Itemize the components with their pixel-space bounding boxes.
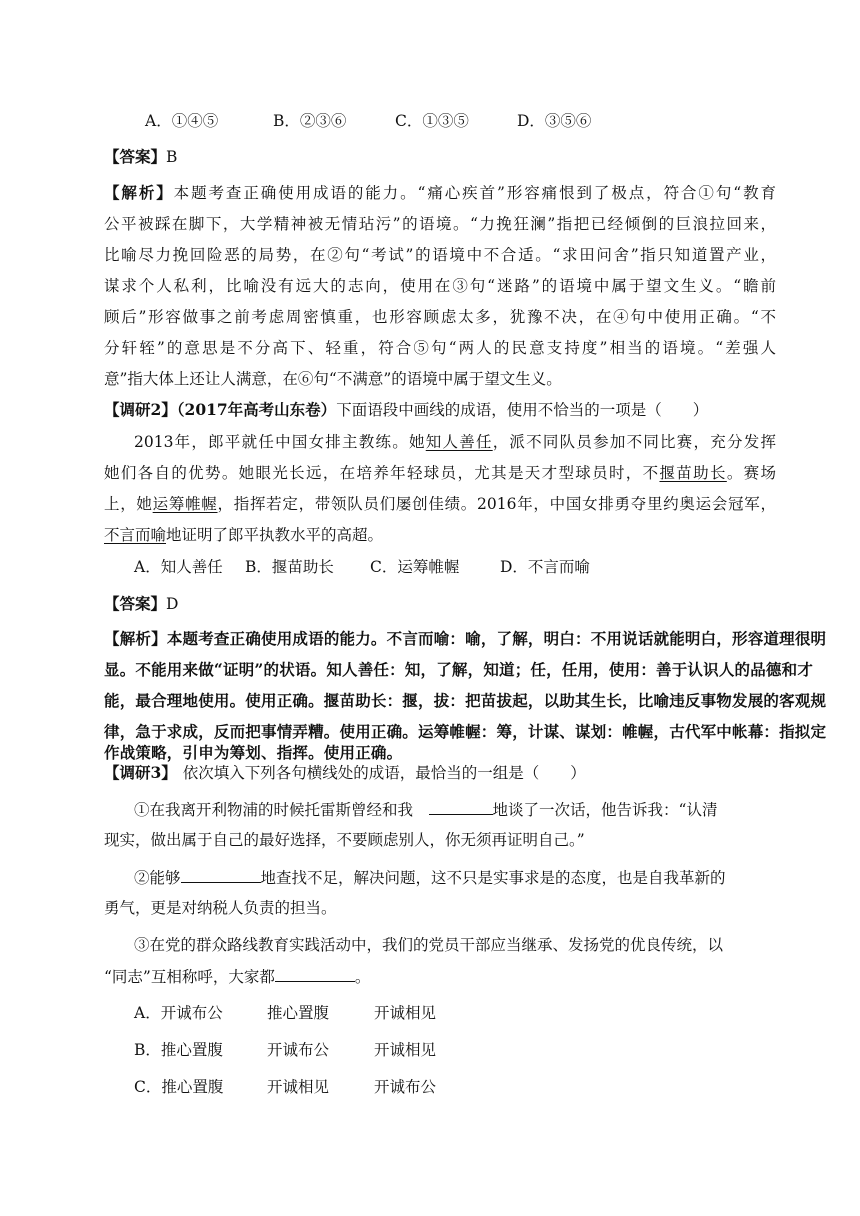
q3-option-c-1: C．推心置腹 <box>134 1078 224 1096</box>
q1-analysis-line: 【解析】本题考查正确使用成语的能力。“痛心疾首”形容痛恨到了极点，符合①句“教育 <box>104 183 776 202</box>
q3-option-a-3: 开诚相见 <box>374 1004 437 1022</box>
q3-sentence-3: ③在党的群众路线教育实践活动中，我们的党员干部应当继承、发扬党的优良传统，以 <box>134 936 724 954</box>
q2-answer <box>104 593 178 615</box>
q3-sentence-3-cont: “同志”互相称呼，大家都 。 <box>104 965 370 988</box>
answer-tag: 【答案】 <box>104 147 167 166</box>
analysis-tag: 【解析】 <box>104 629 167 648</box>
q2-tag: 【调研2】 <box>104 400 177 419</box>
fill-blank <box>429 798 493 815</box>
q3-option-a-2: 推心置腹 <box>267 1004 330 1022</box>
underlined-idiom: 揠苗助长 <box>659 464 727 482</box>
q3-sentence-1: ①在我离开利物浦的时候托雷斯曾经和我 地谈了一次话，他告诉我：“认清 <box>134 798 717 821</box>
analysis-tag: 【解析】 <box>104 183 174 202</box>
q2-option-d: D．不言而喻 <box>500 558 590 576</box>
q3-option-b-3: 开诚相见 <box>374 1041 437 1059</box>
q1-analysis-line: 公平被踩在脚下，大学精神被无情玷污”的语境。“力挽狂澜”指把已经倾倒的巨浪拉回来， <box>104 215 776 233</box>
q1-analysis-line: 顾后”形容做事之前考虑周密慎重，也形容顾虑太多，犹豫不决，在④句中使用正确。“不 <box>104 308 776 326</box>
q1-option-d: D．③⑤⑥ <box>517 112 592 130</box>
answer-value: D <box>166 595 179 613</box>
q3-option-b-2: 开诚布公 <box>267 1041 330 1059</box>
q2-option-a: A．知人善任 <box>134 558 223 576</box>
answer-tag: 【答案】 <box>104 594 167 613</box>
q2-option-c: C．运筹帷幄 <box>370 558 460 576</box>
q1-analysis-line: 分轩轾”的意思是不分高下、轻重，符合⑤句“两人的民意支持度”相当的语境。“差强人 <box>104 339 776 357</box>
q2-option-b: B．揠苗助长 <box>245 558 334 576</box>
q1-option-a: A．①④⑤ <box>145 112 219 130</box>
underlined-idiom: 运筹帷幄 <box>152 495 218 513</box>
q2-passage-line: 她们各自的优势。她眼光长远，在培养年轻球员，尤其是天才型球员时，不揠苗助长。赛场 <box>104 464 776 482</box>
q3-option-b-1: B．推心置腹 <box>134 1041 223 1059</box>
q1-analysis-line: 比喻尽力挽回险恶的局势，在②句“考试”的语境中不合适。“求田问舍”指只知道置产业， <box>104 246 776 264</box>
q2-analysis-line: 律，急于求成，反而把事情弄糟。使用正确。运筹帷幄：筹，计谋、谋划：帷幄，古代军中帐幕：指拟定 <box>104 722 827 741</box>
answer-value: B <box>166 148 178 166</box>
q1-analysis-line: 谋求个人私利，比喻没有远大的志向，使用在③句“迷路”的语境中属于望文生义。“瞻前 <box>104 277 776 295</box>
q3-sentence-2: ②能够 地查找不足，解决问题，这不只是实事求是的态度，也是自我革新的 <box>134 866 726 889</box>
q2-passage-line: 2013年，郎平就任中国女排主教练。她知人善任，派不同队员参加不同比赛，充分发挥 <box>134 433 776 451</box>
q2-analysis-line: 能，最合理地使用。使用正确。揠苗助长：揠，拔：把苗拔起，以助其生长，比喻违反事物发展的客观规 <box>104 691 827 710</box>
q2-passage-line: 不言而喻地证明了郎平执教水平的高超。 <box>104 526 384 544</box>
underlined-idiom: 不言而喻 <box>104 526 167 544</box>
q1-option-b: B．②③⑥ <box>273 112 347 130</box>
q1-analysis-line: 意”指大体上还让人满意，在⑥句“不满意”的语境中属于望文生义。 <box>104 370 562 388</box>
q2-analysis-line: 显。不能用来做“证明”的状语。知人善任：知，了解，知道；任，任用，使用：善于认识人的品德和才 <box>104 660 814 679</box>
q2-analysis-line: 【解析】本题考查正确使用成语的能力。不言而喻：喻，了解，明白：不用说话就能明白，形容道理很明 <box>104 629 827 648</box>
q2-analysis-line: 作战策略，引申为筹划、指挥。使用正确。 <box>104 743 403 762</box>
q2-header <box>104 399 708 421</box>
q2-source: （2017年高考山东卷） <box>176 400 337 419</box>
q3-sentence-2-cont: 勇气，更是对纳税人负责的担当。 <box>104 899 337 917</box>
underlined-idiom: 知人善任 <box>425 433 493 451</box>
fill-blank <box>275 965 355 982</box>
q3-sentence-1-cont: 现实，做出属于自己的最好选择，不要顾虑别人，你无须再证明自己。” <box>104 831 585 849</box>
q1-option-c: C．①③⑤ <box>395 112 469 130</box>
q2-question: 下面语段中画线的成语，使用不恰当的一项是（ ） <box>336 401 709 419</box>
q3-option-c-3: 开诚布公 <box>374 1078 437 1096</box>
q3-option-a-1: A．开诚布公 <box>134 1004 223 1022</box>
q3-option-c-2: 开诚相见 <box>267 1078 330 1096</box>
fill-blank <box>181 866 261 883</box>
q3-tag: 【调研3】 <box>104 763 177 782</box>
q1-answer <box>104 146 177 168</box>
q2-passage-line: 上，她运筹帷幄，指挥若定，带领队员们屡创佳绩。2016年，中国女排勇夺里约奥运会冠军， <box>104 495 776 513</box>
q3-header <box>104 762 586 784</box>
q3-question: 依次填入下列各句横线处的成语，最恰当的一组是（ ） <box>182 764 586 782</box>
